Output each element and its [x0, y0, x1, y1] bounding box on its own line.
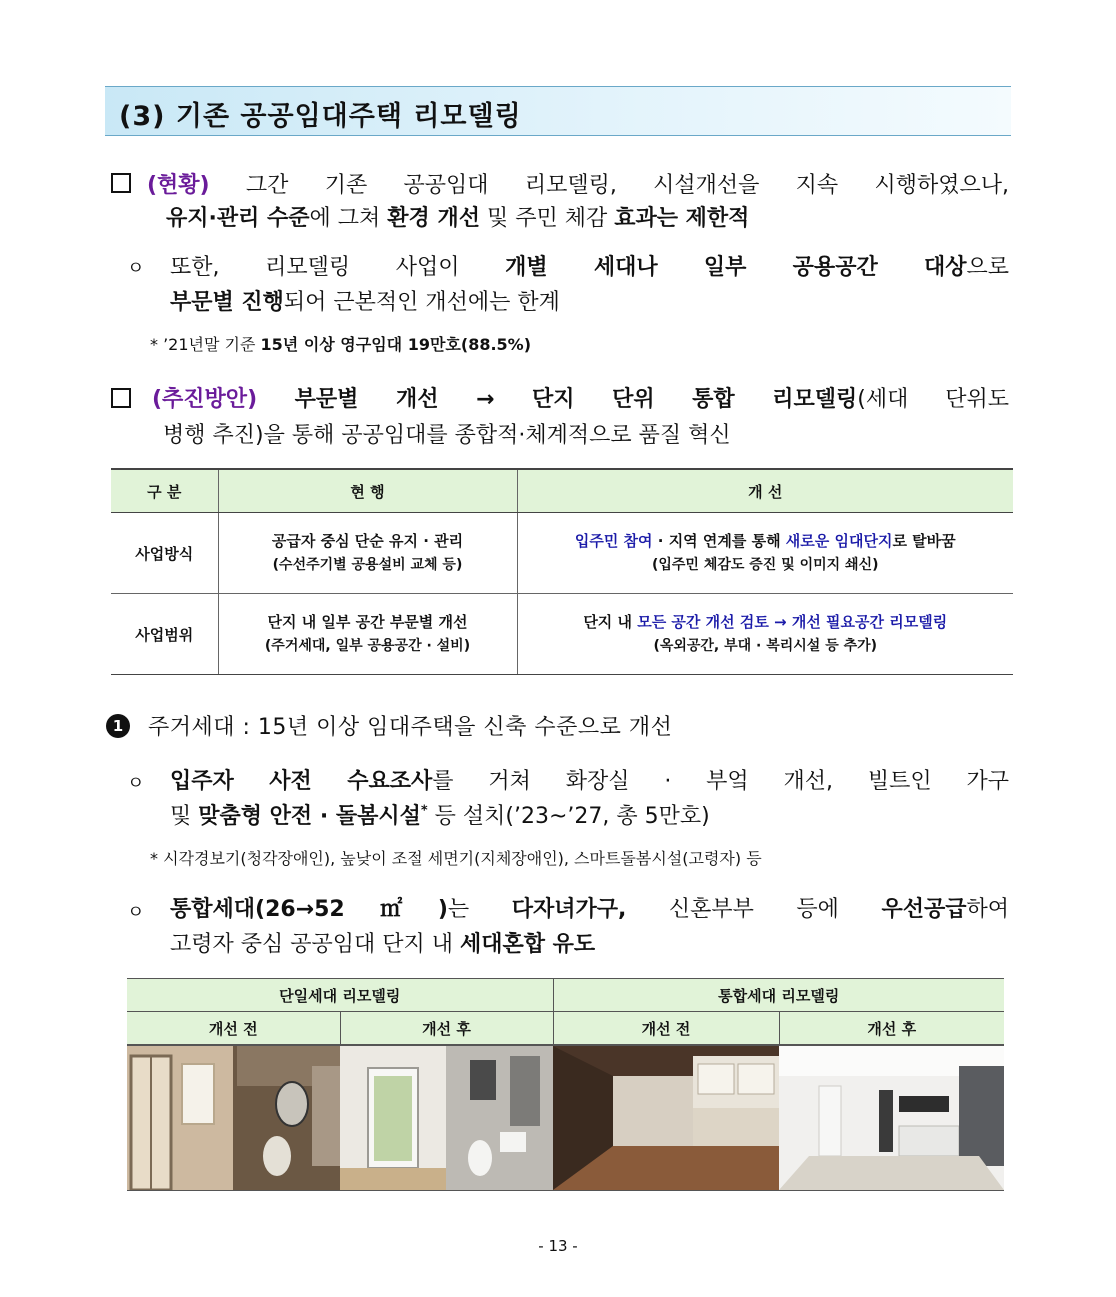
- row-category: 사업방식: [111, 513, 218, 594]
- b1-text-2: 및: [170, 804, 199, 829]
- photo-cell: [779, 1045, 1004, 1192]
- status-line-1: [147, 168, 1009, 199]
- status-note: [150, 332, 531, 355]
- plain-text: 로 탈바꿈: [892, 532, 956, 550]
- photo-sub-header: 개선 전: [553, 1012, 779, 1045]
- status-label: (현황): [147, 173, 210, 198]
- checkbox-icon: [111, 173, 131, 193]
- table-row: [111, 594, 1013, 675]
- item1-b1-line-2: [170, 799, 710, 830]
- comparison-table: [111, 468, 1013, 675]
- b1-emph: 입주자 사전 수요조사: [170, 769, 433, 794]
- plain-text: · 지역 연계를 통해: [652, 532, 786, 550]
- table-header-row: [111, 469, 1013, 513]
- cell-sub-text: (옥외공간, 부대 · 복리시설 등 추가): [653, 638, 878, 654]
- status-text-3: 및 주민 체감: [479, 206, 615, 231]
- b2-emph-3: 우선공급: [881, 897, 967, 922]
- status-emph-3: 효과는 제한적: [614, 206, 750, 231]
- photo-single-before: [127, 1045, 340, 1191]
- b1-text: 를 거쳐 화장실 · 부엌 개선, 빌트인 가구: [432, 769, 1009, 794]
- number-bullet-icon: 1: [106, 714, 130, 738]
- b2-text-3: 하여: [966, 897, 1009, 922]
- b2-emph-2: 다자녀가구,: [511, 897, 627, 922]
- sub-text-1: 또한, 리모델링 사업이: [170, 255, 506, 280]
- cell-main-text: [518, 610, 1014, 634]
- photo-cell: [127, 1045, 340, 1192]
- b2-text-4: 고령자 중심 공공임대 단지 내: [170, 932, 460, 957]
- photo-cell: [340, 1045, 553, 1192]
- page-number: - 13 -: [538, 1237, 578, 1255]
- note-text: * ’21년말 기준: [150, 335, 261, 354]
- section-title: (3) 기존 공공임대주택 리모델링: [119, 101, 522, 132]
- photo-sub-header: 개선 전: [127, 1012, 340, 1045]
- b1-text-3: 등 설치(’23~’27, 총 5만호): [427, 804, 710, 829]
- photo-sub-header-row: [127, 1012, 1004, 1045]
- photo-combined-after: [779, 1045, 1004, 1191]
- table-header: 구 분: [111, 469, 218, 513]
- photo-table: [127, 978, 1004, 1191]
- status-emph-1: 유지·관리 수준: [166, 206, 310, 231]
- section-header: [105, 86, 1011, 136]
- sub-bullet-icon: ㅇ: [127, 258, 145, 279]
- improved-cell: [517, 594, 1013, 675]
- b2-text-2: 신혼부부 등에: [626, 897, 882, 922]
- sub-emph-1: 개별 세대나 일부 공용공간 대상: [505, 255, 967, 280]
- status-emph-2: 환경 개선: [387, 206, 480, 231]
- item1-b2-line-1: [170, 892, 1009, 923]
- status-text: 그간 기존 공공임대 리모델링, 시설개선을 지속 시행하였으나,: [209, 173, 1009, 198]
- plain-text: 단지 내: [583, 613, 638, 631]
- highlight-text: 모든 공간 개선 검토 → 개선 필요공간 리모델링: [637, 613, 948, 631]
- cell-main-text: 단지 내 일부 공간 부문별 개선: [267, 613, 468, 631]
- b1-star: *: [420, 803, 428, 819]
- checkbox-icon: [111, 388, 131, 408]
- cell-main-text: 공급자 중심 단순 유지 · 관리: [271, 532, 464, 550]
- cell-sub-text: (주거세대, 일부 공용공간 · 설비): [264, 638, 471, 654]
- note-emph: 15년 이상 영구임대 19만호(88.5%): [260, 335, 532, 354]
- b1-emph-2: 맞춤형 안전 · 돌봄시설: [198, 804, 421, 829]
- highlight-text: 입주민 참여: [574, 532, 653, 550]
- row-category: 사업범위: [111, 594, 218, 675]
- cell-main-text: [518, 529, 1014, 553]
- sub-text-3: 되어 근본적인 개선에는 한계: [283, 290, 560, 315]
- sub-bullet-icon: ㅇ: [127, 902, 145, 923]
- sub-text-2: 으로: [966, 255, 1009, 280]
- highlight-text: 새로운 임대단지: [785, 532, 893, 550]
- item1-title: 주거세대 : 15년 이상 임대주택을 신축 수준으로 개선: [148, 715, 673, 740]
- plan-line-2: 병행 추진)을 통해 공공임대를 종합적·체계적으로 품질 혁신: [163, 423, 731, 448]
- photo-sub-header: 개선 후: [340, 1012, 553, 1045]
- photo-row: [127, 1045, 1004, 1192]
- photo-group-header-row: [127, 979, 1004, 1012]
- photo-sub-header: 개선 후: [779, 1012, 1004, 1045]
- photo-group-header: 통합세대 리모델링: [553, 979, 1004, 1012]
- sub-bullet-icon: ㅇ: [127, 773, 145, 794]
- table-header: 현 행: [218, 469, 517, 513]
- status-sub-line-2: [170, 285, 560, 316]
- cell-sub-text: (입주민 체감도 증진 및 이미지 쇄신): [651, 557, 879, 573]
- plan-emph: 부문별 개선 → 단지 단위 통합 리모델링: [257, 387, 858, 412]
- photo-combined-before: [553, 1045, 779, 1191]
- b2-emph: 통합세대(26→52㎡): [170, 897, 448, 922]
- status-text-2: 에 그쳐: [309, 206, 388, 231]
- item1-b1-line-1: [170, 764, 1009, 795]
- photo-single-after: [340, 1045, 553, 1191]
- plan-text: (세대 단위도: [857, 387, 1009, 412]
- cell-sub-text: (수선주기별 공용설비 교체 등): [272, 557, 463, 573]
- item1-b2-line-2: [170, 927, 595, 958]
- b2-text: 는: [447, 897, 512, 922]
- status-sub-line-1: [170, 250, 1009, 281]
- photo-group-header: 단일세대 리모델링: [127, 979, 553, 1012]
- photo-cell: [553, 1045, 779, 1192]
- table-header: 개 선: [517, 469, 1013, 513]
- improved-cell: [517, 513, 1013, 594]
- current-cell: [218, 513, 517, 594]
- table-row: [111, 513, 1013, 594]
- item1-note: * 시각경보기(청각장애인), 높낮이 조절 세면기(지체장애인), 스마트돌봄시설(고령자) 등: [150, 849, 762, 868]
- status-line-2: [166, 201, 749, 232]
- b2-emph-4: 세대혼합 유도: [460, 932, 596, 957]
- plan-line-1: [152, 382, 1009, 413]
- current-cell: [218, 594, 517, 675]
- plan-label: (추진방안): [152, 387, 258, 412]
- sub-emph-2: 부문별 진행: [170, 290, 284, 315]
